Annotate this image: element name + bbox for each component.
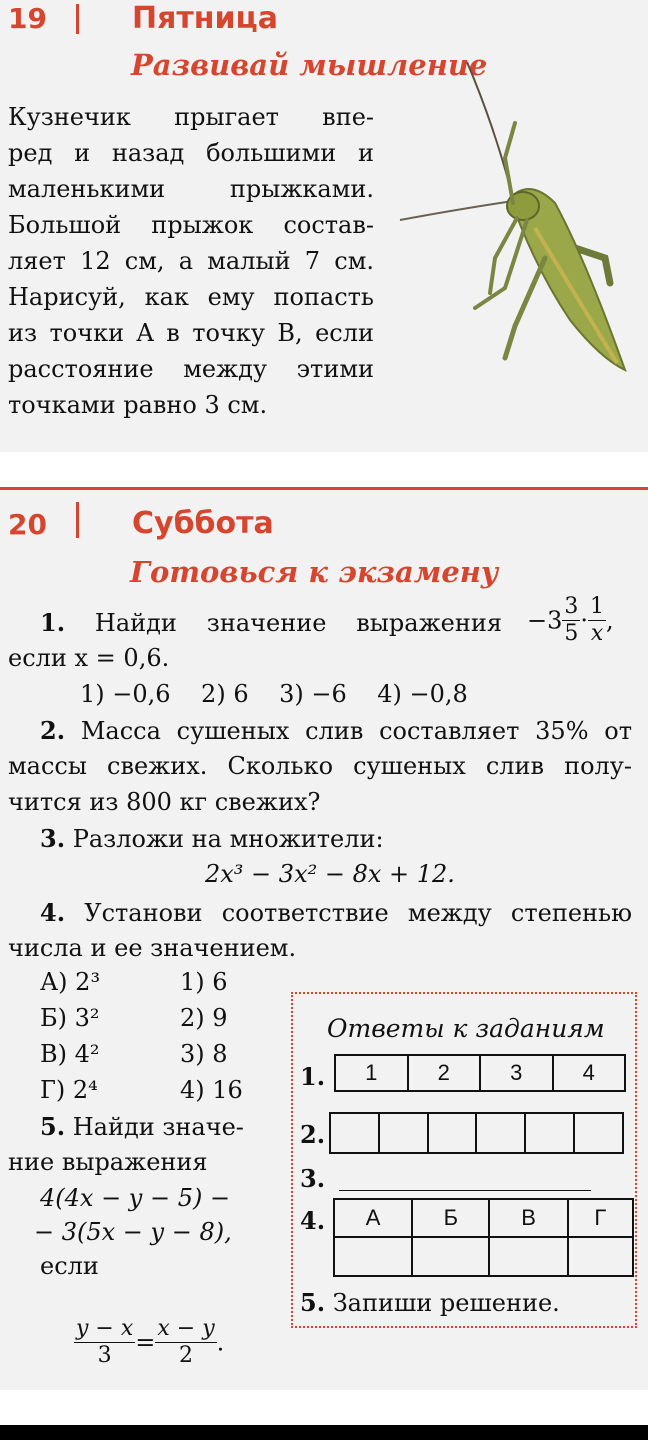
section-subtitle: Готовься к экзамену <box>130 555 499 589</box>
answer-grid-1 <box>334 1054 626 1092</box>
dot: · <box>580 606 589 635</box>
divider <box>76 4 79 34</box>
task-number: 2. <box>40 716 66 745</box>
task-3-expression: 2x³ − 3x² − 8x + 12. <box>205 860 455 888</box>
text-line: Кузнечик прыгает впе- <box>8 103 374 131</box>
answer-line[interactable] <box>339 1190 591 1191</box>
answer-cell[interactable] <box>574 1113 623 1153</box>
task-5-condition: $\frac{y - x}{3}$ = $\frac{x - y}{2}$ . <box>76 1316 225 1368</box>
task-2-line: 2. Масса сушеных слив составляет 35% от <box>40 716 632 745</box>
task-4-line: 4. Установи соответствие между степенью <box>40 898 632 927</box>
match-left: Г) 2⁴ <box>40 1076 98 1104</box>
day-number: 19 <box>8 2 47 35</box>
task-5-line: 5. Найди значе- <box>40 1112 244 1141</box>
task-1-text <box>40 608 502 637</box>
answer-row-5: 5. Запиши решение. <box>300 1288 560 1317</box>
answer-cell: А <box>334 1199 412 1237</box>
problem-text <box>8 99 374 423</box>
answer-cell[interactable] <box>525 1113 574 1153</box>
task-number: 1. <box>40 608 66 637</box>
answer-label: 1. <box>300 1062 326 1091</box>
section-19 <box>0 0 648 452</box>
day-number: 20 <box>8 508 47 541</box>
answer-cell: Б <box>412 1199 489 1237</box>
text-line: ляет 12 см, а малый 7 см. <box>8 247 374 275</box>
answers-title: Ответы к заданиям <box>327 1014 605 1043</box>
answer-cell[interactable] <box>379 1113 428 1153</box>
match-right: 4) 16 <box>180 1076 243 1104</box>
fraction: $\frac{3}{5}$ <box>564 594 579 646</box>
match-right: 3) 8 <box>180 1040 228 1068</box>
answer-cell: Г <box>568 1199 633 1237</box>
answer-label: 2. <box>300 1120 326 1149</box>
task-number: 4. <box>40 898 66 927</box>
text-line: из точки A в точку B, если <box>8 319 374 347</box>
task-2-line: массы свежих. Сколько сушеных слив полу- <box>8 752 632 780</box>
fraction: $\frac{y - x}{3}$ <box>76 1316 134 1368</box>
text-line: Нарисуй, как ему попасть <box>8 283 374 311</box>
answer-cell[interactable] <box>330 1113 379 1153</box>
text-line: расстояние между этими <box>8 355 374 383</box>
task-5-line: ние выражения <box>8 1148 208 1176</box>
fraction: $\frac{1}{x}$ <box>590 594 605 646</box>
task-1-condition: если x = 0,6. <box>8 644 170 672</box>
section-subtitle: Развивай мышление <box>131 48 488 82</box>
answer-cell: 3 <box>480 1055 553 1091</box>
answer-cell[interactable] <box>489 1237 567 1276</box>
match-left: Б) 3² <box>40 1004 100 1032</box>
task-1-options: 1) −0,6 2) 6 3) −6 4) −0,8 <box>80 680 468 708</box>
answer-cell: В <box>489 1199 567 1237</box>
text-line: ред и назад большими и <box>8 139 374 167</box>
match-left: В) 4² <box>40 1040 100 1068</box>
task-number: 5. <box>40 1112 66 1141</box>
answer-label: 5. <box>300 1288 326 1317</box>
answer-label: 3. <box>300 1164 326 1193</box>
answer-grid-2[interactable] <box>329 1112 624 1154</box>
text-line: маленькими прыжками. <box>8 175 374 203</box>
grasshopper-icon <box>395 58 645 388</box>
answer-cell[interactable] <box>476 1113 525 1153</box>
task-4-line: числа и ее значением. <box>8 934 297 962</box>
task-number: 3. <box>40 824 66 853</box>
task-2-line: чится из 800 кг свежих? <box>8 788 321 816</box>
answer-grid-4 <box>333 1198 634 1277</box>
task-5-expression: − 3(5x − y − 8), <box>34 1218 232 1246</box>
expr-prefix: −3 <box>527 606 563 635</box>
match-right: 1) 6 <box>180 968 228 996</box>
fraction: $\frac{x - y}{2}$ <box>157 1316 215 1368</box>
task-5-expression: 4(4x − y − 5) − <box>40 1184 231 1212</box>
text-line: точками равно 3 см. <box>8 391 268 419</box>
answer-cell[interactable] <box>428 1113 477 1153</box>
match-left: А) 2³ <box>40 968 101 996</box>
bottom-bar <box>0 1425 648 1440</box>
answer-cell: 1 <box>335 1055 408 1091</box>
answer-label: 4. <box>300 1206 326 1235</box>
answer-cell[interactable] <box>334 1237 412 1276</box>
day-title: Суббота <box>132 506 274 541</box>
text-line: Большой прыжок состав- <box>8 211 374 239</box>
answer-cell[interactable] <box>412 1237 489 1276</box>
answer-cell[interactable] <box>568 1237 633 1276</box>
day-title: Пятница <box>132 1 278 36</box>
task-1-expression: −3 $\frac{3}{5}$ · $\frac{1}{x}$ , <box>527 594 614 646</box>
task-5-line: если <box>40 1252 99 1280</box>
divider <box>76 502 79 538</box>
answer-cell: 2 <box>408 1055 481 1091</box>
task-3-text: 3. Разложи на множители: <box>40 824 384 853</box>
task-1-prompt: Найди значение выражения <box>94 609 502 637</box>
answer-cell: 4 <box>553 1055 626 1091</box>
match-right: 2) 9 <box>180 1004 228 1032</box>
